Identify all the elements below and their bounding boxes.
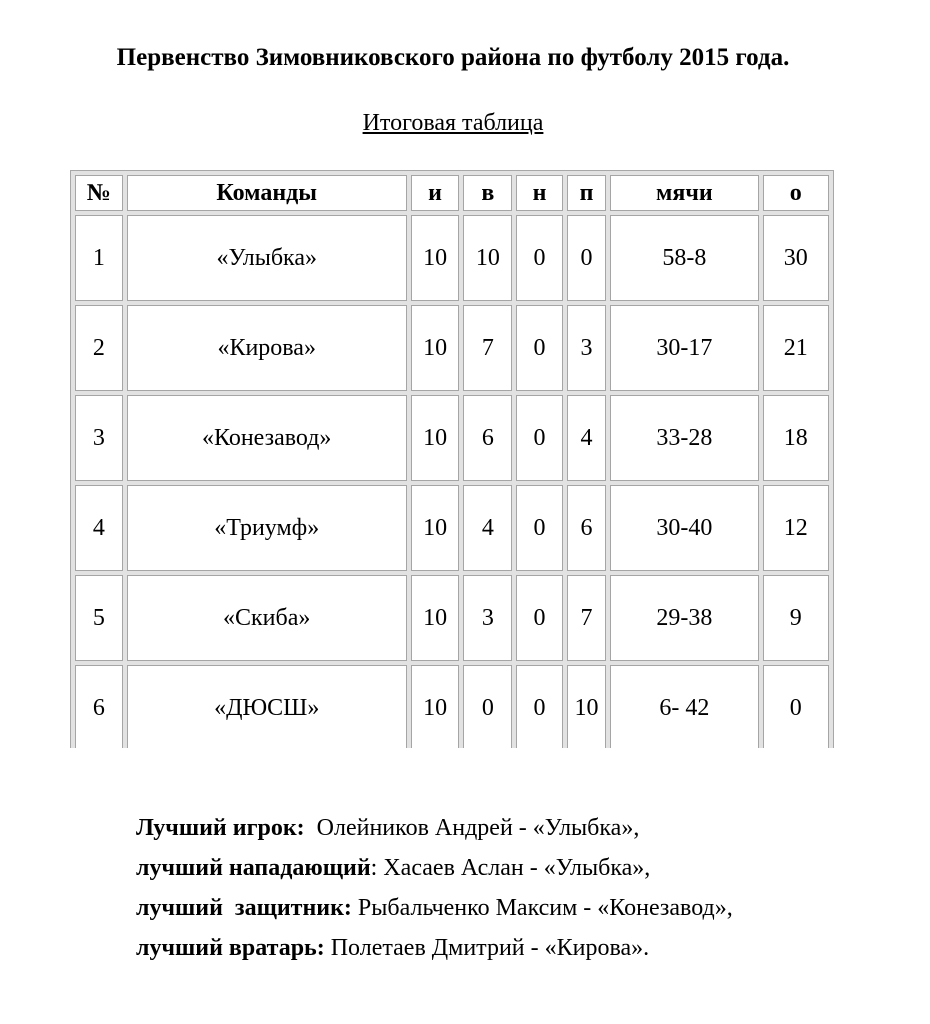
cell-played: 10	[411, 575, 460, 661]
cell-points: 9	[763, 575, 829, 661]
cell-draws: 0	[516, 215, 563, 301]
award-line	[136, 848, 733, 888]
table-row	[75, 485, 829, 571]
cell-played: 10	[411, 305, 460, 391]
cell-number: 1	[75, 215, 123, 301]
standings-table	[71, 171, 833, 748]
cell-wins: 3	[463, 575, 512, 661]
cell-number: 3	[75, 395, 123, 481]
page-title: Первенство Зимовниковского района по футболу 2015 года.	[116, 44, 790, 71]
cell-played: 10	[411, 215, 460, 301]
cell-played: 10	[411, 395, 460, 481]
cell-number: 4	[75, 485, 123, 571]
award-label: лучший нападающий	[136, 855, 371, 881]
table-row	[75, 305, 829, 391]
header-wins: в	[463, 175, 512, 211]
award-line	[136, 928, 733, 968]
standings-table-container	[70, 170, 834, 748]
cell-team: «ДЮСШ»	[127, 665, 407, 748]
cell-losses: 4	[567, 395, 606, 481]
cell-wins: 6	[463, 395, 512, 481]
cell-goals: 30-40	[610, 485, 758, 571]
cell-played: 10	[411, 485, 460, 571]
table-header-row	[75, 175, 829, 211]
cell-number: 5	[75, 575, 123, 661]
award-label: лучший вратарь:	[136, 935, 325, 961]
award-line	[136, 808, 733, 848]
header-played: и	[411, 175, 460, 211]
cell-points: 21	[763, 305, 829, 391]
award-winner: Полетаев Дмитрий - «Кирова».	[330, 935, 650, 961]
cell-draws: 0	[516, 575, 563, 661]
cell-team: «Скиба»	[127, 575, 407, 661]
cell-draws: 0	[516, 305, 563, 391]
cell-team: «Конезавод»	[127, 395, 407, 481]
header-number: №	[75, 175, 123, 211]
cell-losses: 7	[567, 575, 606, 661]
table-row	[75, 395, 829, 481]
cell-losses: 0	[567, 215, 606, 301]
award-label: Лучший игрок:	[136, 815, 305, 841]
award-separator: :	[370, 855, 384, 881]
cell-goals: 58-8	[610, 215, 758, 301]
table-row	[75, 665, 829, 748]
cell-points: 18	[763, 395, 829, 481]
award-winner: Рыбальченко Максим - «Конезавод»,	[357, 895, 733, 921]
cell-draws: 0	[516, 665, 563, 748]
header-losses: п	[567, 175, 606, 211]
header-draws: н	[516, 175, 563, 211]
cell-wins: 0	[463, 665, 512, 748]
table-row	[75, 215, 829, 301]
cell-losses: 6	[567, 485, 606, 571]
award-separator	[305, 815, 317, 841]
cell-points: 30	[763, 215, 829, 301]
cell-draws: 0	[516, 485, 563, 571]
header-goals: мячи	[610, 175, 758, 211]
award-line	[136, 888, 733, 928]
cell-team: «Кирова»	[127, 305, 407, 391]
award-winner: Хасаев Аслан - «Улыбка»,	[383, 855, 651, 881]
header-teams: Команды	[127, 175, 407, 211]
cell-losses: 3	[567, 305, 606, 391]
cell-draws: 0	[516, 395, 563, 481]
cell-wins: 4	[463, 485, 512, 571]
cell-wins: 7	[463, 305, 512, 391]
table-row	[75, 575, 829, 661]
cell-number: 2	[75, 305, 123, 391]
award-winner: Олейников Андрей - «Улыбка»,	[316, 815, 640, 841]
cell-points: 0	[763, 665, 829, 748]
cell-number: 6	[75, 665, 123, 748]
cell-team: «Триумф»	[127, 485, 407, 571]
cell-played: 10	[411, 665, 460, 748]
cell-team: «Улыбка»	[127, 215, 407, 301]
header-points: о	[763, 175, 829, 211]
cell-goals: 33-28	[610, 395, 758, 481]
cell-goals: 6- 42	[610, 665, 758, 748]
cell-losses: 10	[567, 665, 606, 748]
cell-goals: 29-38	[610, 575, 758, 661]
table-caption: Итоговая таблица	[362, 110, 544, 136]
awards-block	[136, 808, 733, 968]
cell-points: 12	[763, 485, 829, 571]
cell-wins: 10	[463, 215, 512, 301]
cell-goals: 30-17	[610, 305, 758, 391]
award-label: лучший защитник:	[136, 895, 352, 921]
